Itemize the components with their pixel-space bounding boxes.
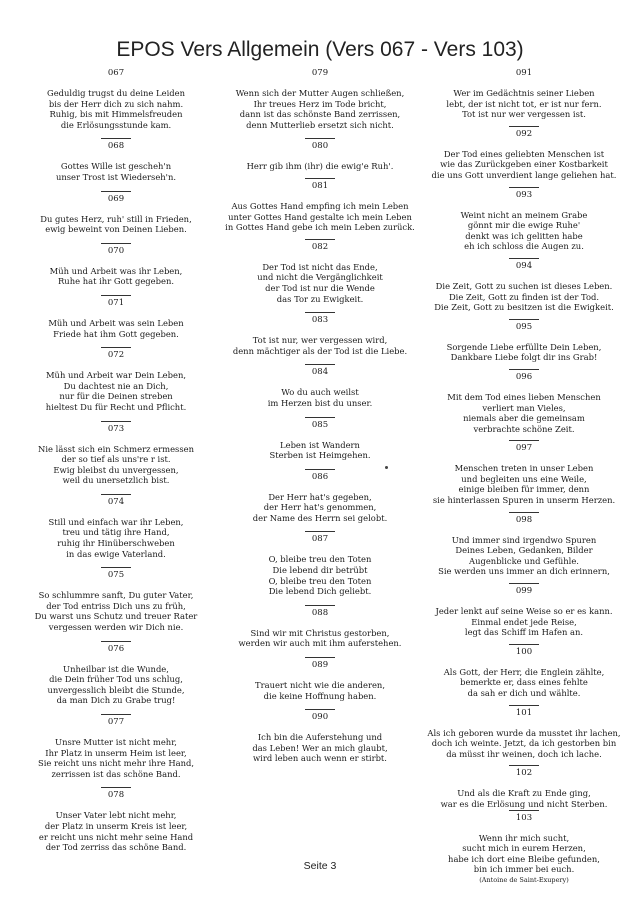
verse-line: der Tod entriss Dich uns zu früh,	[46, 600, 186, 611]
verse-line: Deines Leben, Gedanken, Bilder	[455, 545, 593, 556]
verse-line: Ihr treues Herz im Tode bricht,	[253, 98, 387, 109]
verse-line: im Herzen bist du unser.	[267, 397, 373, 408]
verse-line: Die lebend Dich geliebt.	[268, 586, 372, 597]
verse-line: Jeder lenkt auf seine Weise so er es kann.	[435, 606, 613, 617]
verse-number: 096	[422, 369, 626, 383]
verse-075	[14, 567, 218, 640]
verse-number: 102	[422, 765, 626, 779]
verse-number: 098	[422, 512, 626, 526]
verse-072	[14, 347, 218, 420]
verse-070	[14, 243, 218, 295]
verse-081	[218, 178, 422, 239]
verse-line: Du gutes Herz, ruh' still in Frieden,	[40, 213, 192, 224]
verse-line: bemerkte er, dass eines fehlte	[460, 677, 588, 688]
verse-line: unvergesslich bleibt die Stunde,	[47, 684, 185, 695]
verse-line: Die Zeit, Gott zu suchen ist dieses Leben.	[435, 280, 613, 291]
verse-number: 072	[14, 347, 218, 361]
verse-line: O, bleibe treu den Toten	[268, 575, 372, 586]
verse-line: sucht mich in eurem Herzen,	[462, 843, 586, 854]
verse-096	[422, 369, 626, 440]
verse-line: Tot ist nur wer vergessen ist.	[462, 109, 586, 120]
verse-line: Sind wir mit Christus gestorben,	[250, 627, 390, 638]
verse-line: Ihr Platz in unserm Heim ist leer,	[45, 747, 187, 758]
verse-line: Der Herr hat's gegeben,	[268, 491, 372, 502]
verse-line: legt das Schiff im Hafen an.	[464, 627, 584, 638]
verse-line: Sorgende Liebe erfüllte Dein Leben,	[446, 341, 602, 352]
verse-068	[14, 138, 218, 190]
verse-line: Menschen treten in unser Leben	[454, 463, 594, 474]
verse-number: 071	[14, 295, 218, 309]
verse-line: die uns Gott unverdient lange geliehen hat.	[431, 169, 617, 180]
verse-line: wird leben auch wenn er stirbt.	[253, 753, 387, 764]
verse-092	[422, 126, 626, 187]
verse-093	[422, 187, 626, 258]
verse-line: der Tod ist nur die Wende	[265, 282, 375, 293]
verse-line: lebt, der ist nicht tot, er ist nur fern.	[446, 98, 602, 109]
verse-line: das Leben! Wer an mich glaubt,	[252, 742, 388, 753]
verse-line: Du warst uns Schutz und treuer Rater	[34, 611, 198, 622]
verse-line: verbrachte schöne Zeit.	[473, 423, 575, 434]
verse-086	[218, 469, 422, 532]
verse-line: weil du unersetzlich bist.	[62, 475, 170, 486]
verse-line: Als ich geboren wurde da musstet ihr lachen,	[427, 727, 621, 738]
verse-number: 069	[14, 191, 218, 205]
verse-number: 079	[311, 68, 329, 78]
verse-number: 068	[14, 138, 218, 152]
verse-line: der Herr hat's genommen,	[263, 502, 377, 513]
verse-091	[422, 68, 626, 126]
verse-number: 083	[218, 312, 422, 326]
verse-line: sie hinterlassen Spuren in unserm Herzen.	[432, 495, 616, 506]
verse-089	[218, 657, 422, 709]
verse-084	[218, 364, 422, 416]
verse-line: zerrissen ist das schöne Band.	[51, 768, 181, 779]
verse-number: 077	[14, 714, 218, 728]
verse-column-right	[422, 68, 626, 886]
speck-mark	[385, 466, 388, 469]
verse-082	[218, 239, 422, 312]
verse-number: 067	[107, 68, 125, 78]
verse-line: Die Zeit, Gott zu finden ist der Tod.	[448, 291, 600, 302]
verse-line: Die Zeit, Gott zu besitzen ist die Ewigkeit.	[434, 302, 614, 313]
verse-071	[14, 295, 218, 347]
verse-line: Der Tod ist nicht das Ende,	[262, 261, 378, 272]
verse-line: Nie lässt sich ein Schmerz ermessen	[38, 443, 194, 454]
verse-number: 082	[218, 239, 422, 253]
verse-line: niemals aber die gemeinsam	[463, 413, 585, 424]
verse-line: eh ich schloss die Augen zu.	[464, 241, 584, 252]
verse-line: unser Trost ist Wiederseh'n.	[55, 171, 177, 182]
verse-line: Müh und Arbeit was ihr Leben,	[49, 265, 183, 276]
verse-number: 094	[422, 258, 626, 272]
verse-line: da sah er dich und wählte.	[467, 688, 581, 698]
verse-line: Unsre Mutter ist nicht mehr,	[55, 737, 177, 747]
verse-line: Weint nicht an meinem Grabe	[460, 209, 588, 220]
verse-line: denkt was ich gelitten habe	[465, 230, 583, 241]
verse-number: 093	[422, 187, 626, 201]
verse-line: Unser Vater lebt nicht mehr,	[55, 810, 177, 821]
verse-line: Unheilbar ist die Wunde,	[63, 663, 169, 674]
verse-077	[14, 714, 218, 787]
verse-number: 091	[515, 68, 533, 78]
verse-line: treu und tätig ihre Hand,	[62, 527, 170, 538]
verse-085	[218, 417, 422, 469]
verse-073	[14, 421, 218, 494]
verse-number: 100	[422, 644, 626, 658]
verse-number: 073	[14, 421, 218, 435]
verse-line: da müsst ihr weinen, doch ich lache.	[446, 748, 602, 759]
verse-number: 103	[422, 810, 626, 824]
verse-line: Still und einfach war ihr Leben,	[48, 516, 184, 527]
verse-line: Müh und Arbeit war Dein Leben,	[45, 370, 187, 381]
verse-line: nur für die Deinen streben	[59, 391, 173, 402]
verse-074	[14, 494, 218, 567]
verse-line: Geduldig trugst du deine Leiden	[47, 88, 185, 98]
verse-line: So schlummre sanft, Du guter Vater,	[38, 590, 194, 601]
verse-line: Gottes Wille ist gescheh'n	[60, 161, 172, 172]
verse-line: O, bleibe treu den Toten	[268, 554, 372, 565]
verse-line: Einmal endet jede Reise,	[471, 616, 577, 627]
verse-line: Ewig bleibst du unvergessen,	[53, 464, 179, 475]
verse-line: Wenn ihr mich sucht,	[478, 832, 570, 843]
verse-line: Sie reicht uns nicht mehr ihre Hand,	[37, 758, 195, 769]
verse-099	[422, 583, 626, 644]
verse-line: doch ich weinte. Jetzt, da ich gestorben bin	[431, 738, 617, 749]
verse-line: wie das Zurückgeben einer Kostbarkeit	[440, 159, 608, 170]
verse-line: der so tief als uns're r ist.	[61, 454, 171, 465]
verse-line: Mit dem Tod eines lieben Menschen	[447, 391, 601, 402]
verse-line: in Gottes Hand gebe ich mein Leben zurück.	[225, 222, 415, 233]
page-title: EPOS Vers Allgemein (Vers 067 - Vers 103)	[116, 38, 524, 61]
verse-line: das Tor zu Ewigkeit.	[276, 293, 364, 304]
verse-number: 080	[218, 138, 422, 152]
verse-098	[422, 512, 626, 583]
verse-number: 089	[218, 657, 422, 671]
verse-line: der Tod zerriss das schöne Band.	[45, 842, 187, 853]
verse-number: 087	[218, 531, 422, 545]
verse-line: denn mächtiger als der Tod ist die Liebe.	[232, 345, 408, 356]
verse-094	[422, 258, 626, 319]
verse-097	[422, 440, 626, 511]
verse-102	[422, 765, 626, 809]
verse-line: Sterben ist Heimgehen.	[269, 450, 371, 461]
verse-line: einige bleiben für immer, denn	[458, 484, 590, 495]
verse-101	[422, 705, 626, 766]
verse-line: Ruhe hat ihr Gott gegeben.	[58, 276, 174, 287]
verse-line: Dankbare Liebe folgt dir ins Grab!	[450, 352, 598, 363]
verse-line: Ruhig, bis mit Himmelsfreuden	[49, 109, 183, 120]
verse-line: Der Tod eines geliebten Menschen ist	[443, 148, 605, 159]
verse-line: war es die Erlösung und nicht Sterben.	[440, 798, 608, 809]
verse-line: hieltest Du für Recht und Pflicht.	[45, 401, 187, 412]
verse-column-left	[14, 68, 218, 853]
verse-line: Und als die Kraft zu Ende ging,	[457, 788, 591, 799]
verse-number: 090	[218, 709, 422, 723]
verse-number: 081	[218, 178, 422, 192]
verse-line: Trauert nicht wie die anderen,	[255, 680, 385, 691]
verse-090	[218, 709, 422, 764]
verse-line: Und immer sind irgendwo Spuren	[451, 534, 597, 545]
verse-088	[218, 605, 422, 657]
verse-line: er reicht uns nicht mehr seine Hand	[38, 831, 194, 842]
verse-number: 088	[218, 605, 422, 619]
verse-line: verliert man Vieles,	[482, 402, 566, 413]
verse-line: in das ewige Vaterland.	[66, 548, 166, 559]
verse-line: gönnt mir die ewige Ruhe'	[467, 220, 581, 231]
verse-line: Sie werden uns immer an dich erinnern,	[438, 566, 610, 577]
verse-080	[218, 138, 422, 178]
verse-number: 085	[218, 417, 422, 431]
verse-attribution: (Antoine de Saint-Exupery)	[479, 875, 569, 884]
verse-line: Tot ist nur, wer vergessen wird,	[252, 335, 388, 346]
verse-076	[14, 641, 218, 714]
verse-number: 075	[14, 567, 218, 581]
verse-079	[218, 68, 422, 138]
verse-083	[218, 312, 422, 364]
verse-069	[14, 191, 218, 243]
verse-087	[218, 531, 422, 604]
verse-line: unter Gottes Hand gestalte ich mein Leben	[228, 211, 412, 222]
verse-line: dann ist das schönste Band zerrissen,	[239, 109, 401, 120]
verse-line: Die lebend dir betrübt	[272, 565, 368, 576]
verse-line: ruhig ihr Hinüberschweben	[57, 538, 175, 549]
verse-line: Wo du auch weilst	[281, 387, 359, 398]
verse-line: die Erlösungsstunde kam.	[60, 119, 172, 130]
verse-number: 097	[422, 440, 626, 454]
verse-line: vergessen werden wir Dich nie.	[48, 622, 184, 633]
verse-line: bis der Herr dich zu sich nahm.	[48, 98, 184, 109]
verse-line: und nicht die Vergänglichkeit	[257, 272, 383, 283]
verse-095	[422, 319, 626, 369]
verse-number: 099	[422, 583, 626, 597]
verse-number: 101	[422, 705, 626, 719]
verse-line: Augenblicke und Gefühle.	[469, 555, 579, 566]
verse-line: da man Dich zu Grabe trug!	[56, 695, 176, 706]
verse-line: Müh und Arbeit was sein Leben	[48, 317, 184, 328]
verse-line: die keine Hoffnung haben.	[263, 690, 377, 701]
verse-line: bin ich immer bei euch.	[473, 864, 575, 875]
page-number: Seite 3	[303, 860, 337, 872]
verse-line: Leben ist Wandern	[280, 439, 360, 450]
verse-line: der Platz in unserm Kreis ist leer,	[44, 820, 188, 831]
verse-number: 095	[422, 319, 626, 333]
verse-line: und begleiten uns eine Weile,	[461, 473, 587, 484]
verse-number: 078	[14, 787, 218, 801]
verse-line: Herr gib ihm (ihr) die ewig'e Ruh'.	[246, 161, 394, 172]
verse-line: Aus Gottes Hand empfing ich mein Leben	[231, 200, 409, 211]
verse-100	[422, 644, 626, 705]
verse-line: Du dachtest nie an Dich,	[63, 380, 169, 391]
verse-067	[14, 68, 218, 138]
verse-078	[14, 787, 218, 852]
verse-number: 086	[218, 469, 422, 483]
verse-line: werden wir auch mit ihm auferstehen.	[238, 638, 402, 649]
verse-number: 070	[14, 243, 218, 257]
verse-line: der Name des Herrn sei gelobt.	[252, 512, 388, 523]
verse-line: Wenn sich der Mutter Augen schließen,	[235, 88, 405, 98]
verse-line: Wer im Gedächtnis seiner Lieben	[453, 88, 595, 98]
verse-line: habe ich dort eine Bleibe gefunden,	[448, 853, 600, 864]
verse-line: denn Mutterlieb ersetzt sich nicht.	[246, 119, 394, 130]
verse-line: ewig beweint von Deinen Lieben.	[45, 224, 187, 235]
verse-number: 092	[422, 126, 626, 140]
verse-column-middle	[218, 68, 422, 764]
verse-103	[422, 810, 626, 886]
verse-line: die Dein früher Tod uns schlug,	[49, 674, 183, 685]
verse-number: 074	[14, 494, 218, 508]
verse-line: Friede hat ihm Gott gegeben.	[53, 328, 179, 339]
verse-line: Als Gott, der Herr, die Englein zählte,	[443, 666, 605, 677]
verse-number: 076	[14, 641, 218, 655]
verse-number: 084	[218, 364, 422, 378]
verse-line: Ich bin die Auferstehung und	[257, 732, 383, 743]
